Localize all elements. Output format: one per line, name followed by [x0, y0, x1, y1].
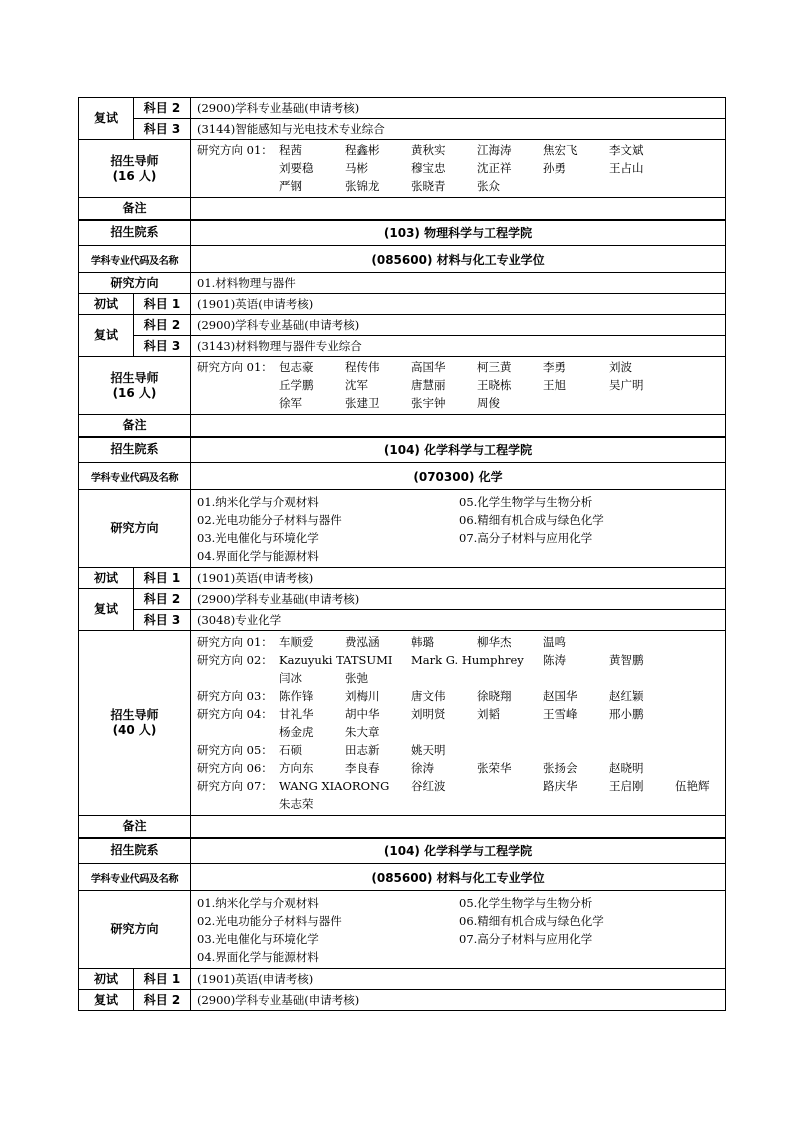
supervisor-name: 谷红波: [411, 778, 446, 793]
supervisor-name: 李勇: [543, 360, 566, 374]
direction-item: 02.光电功能分子材料与器件: [197, 913, 342, 928]
supervisor-name: 温鸣: [543, 634, 566, 649]
major-label: 学科专业代码及名称: [79, 463, 191, 490]
supervisor-name: 刘梅川: [345, 688, 380, 703]
supervisor-name: 王晓栋: [477, 378, 512, 392]
direction-item: 04.界面化学与能源材料: [197, 949, 319, 964]
supervisor-name: 黄智鹏: [609, 652, 644, 667]
supervisor-name: 甘礼华: [279, 706, 314, 721]
supervisor-name: 包志豪: [279, 360, 314, 374]
direction-item: 05.化学生物学与生物分析: [459, 895, 593, 910]
direction-line: [197, 930, 725, 948]
s2-initial-row: [79, 294, 726, 315]
retest-label: 复试: [79, 990, 134, 1011]
department-value: (104) 化学科学与工程学院: [191, 437, 726, 463]
supervisor-name: 陈涛: [543, 652, 566, 667]
direction-item: 01.纳米化学与介观材料: [197, 494, 319, 509]
supervisor-name: 张宇钟: [411, 396, 446, 410]
retest-label: 复试: [79, 315, 134, 357]
notes-label: 备注: [79, 816, 191, 838]
s1-retest-subject2-row: [79, 98, 726, 119]
supervisor-name: 张扬会: [543, 760, 578, 775]
subject3-label: 科目 3: [134, 119, 191, 140]
s1-notes-row: [79, 198, 726, 220]
subject2-label: 科目 2: [134, 98, 191, 119]
supervisor-name: 吴广明: [609, 378, 644, 392]
supervisor-line: [197, 633, 725, 651]
direction-prefix: 研究方向 01：: [197, 634, 273, 649]
supervisor-name: 张众: [477, 179, 500, 193]
supervisor-name: Kazuyuki TATSUMI: [279, 652, 393, 667]
supervisors-label: [79, 357, 191, 415]
subject2-value: (2900)学科专业基础(申请考核): [191, 98, 726, 119]
department-value: (103) 物理科学与工程学院: [191, 220, 726, 246]
retest-label: 复试: [79, 589, 134, 631]
notes-label: 备注: [79, 198, 191, 220]
supervisor-name: 朱志荣: [279, 796, 314, 811]
s3-notes-row: [79, 816, 726, 838]
direction-item: 05.化学生物学与生物分析: [459, 494, 593, 509]
s3-initial-row: [79, 568, 726, 589]
retest-label: 复试: [79, 98, 134, 140]
subject2-label: 科目 2: [134, 589, 191, 610]
s3-retest-subject3-row: [79, 610, 726, 631]
supervisors-count: (16 人): [112, 385, 157, 400]
subject2-value: (2900)学科专业基础(申请考核): [191, 589, 726, 610]
direction-item: 02.光电功能分子材料与器件: [197, 512, 342, 527]
direction-line: [197, 948, 725, 966]
s2-retest-subject3-row: [79, 336, 726, 357]
direction-item: 04.界面化学与能源材料: [197, 548, 319, 563]
supervisor-name: 李文斌: [609, 143, 644, 157]
supervisor-name: 邢小鹏: [609, 706, 644, 721]
initial-label: 初试: [79, 294, 134, 315]
subject3-value: (3144)智能感知与光电技术专业综合: [191, 119, 726, 140]
supervisor-name: 刘韬: [477, 706, 500, 721]
supervisor-name: 柳华杰: [477, 634, 512, 649]
s4-retest-subject2-row: [79, 990, 726, 1011]
supervisor-line: [197, 358, 725, 376]
supervisor-name: 程鑫彬: [345, 143, 380, 157]
supervisor-name: 刘波: [609, 360, 632, 374]
supervisors-label: [79, 631, 191, 816]
notes-value: [191, 816, 726, 838]
supervisors-list: [191, 357, 726, 415]
supervisor-line: [197, 777, 725, 795]
supervisor-name: 王占山: [609, 161, 644, 175]
direction-item: 06.精细有机合成与绿色化学: [459, 512, 604, 527]
supervisors-count: (16 人): [112, 168, 157, 183]
supervisor-name: Mark G. Humphrey: [411, 652, 524, 667]
supervisor-line: [197, 795, 725, 813]
supervisors-list: [191, 140, 726, 198]
supervisor-line: [197, 723, 725, 741]
supervisor-line: [197, 651, 725, 669]
major-value: (085600) 材料与化工专业学位: [191, 246, 726, 273]
supervisor-name: 沈正祥: [477, 161, 512, 175]
supervisor-name: 路庆华: [543, 778, 578, 793]
supervisor-name: 穆宝忠: [411, 161, 446, 175]
direction-line: [197, 529, 725, 547]
direction-prefix: 研究方向 03：: [197, 688, 273, 703]
direction-prefix: [197, 669, 279, 687]
supervisor-name: 杨金虎: [279, 724, 314, 739]
supervisor-name: 徐军: [279, 396, 302, 410]
supervisor-name: 柯三黄: [477, 360, 512, 374]
admissions-table-page: [78, 97, 725, 1011]
supervisor-name: 李良春: [345, 760, 380, 775]
supervisor-name: 周俊: [477, 396, 500, 410]
s2-major-row: [79, 246, 726, 273]
supervisor-name: 焦宏飞: [543, 143, 578, 157]
supervisor-name: 程茜: [279, 143, 302, 157]
direction-prefix: 研究方向 01：: [197, 360, 273, 374]
supervisor-name: 徐涛: [411, 760, 434, 775]
s2-dept-row: [79, 220, 726, 246]
s4-direction-row: [79, 891, 726, 969]
supervisor-line: [197, 669, 725, 687]
supervisors-count: (40 人): [112, 723, 157, 737]
subject2-label: 科目 2: [134, 315, 191, 336]
direction-prefix: 研究方向 05：: [197, 742, 273, 757]
supervisor-line: [197, 159, 725, 177]
direction-prefix: 研究方向 01：: [197, 143, 273, 157]
direction-line: [197, 493, 725, 511]
supervisor-name: 闫冰: [279, 670, 302, 685]
department-label: 招生院系: [79, 220, 191, 246]
supervisor-name: 张晓青: [411, 179, 446, 193]
s3-retest-subject2-row: [79, 589, 726, 610]
supervisor-name: 刘要稳: [279, 161, 314, 175]
subject2-value: (2900)学科专业基础(申请考核): [191, 315, 726, 336]
notes-value: [191, 415, 726, 437]
supervisor-name: 江海涛: [477, 143, 512, 157]
department-label: 招生院系: [79, 838, 191, 864]
direction-item: 01.纳米化学与介观材料: [197, 895, 319, 910]
supervisor-name: 赵红颖: [609, 688, 644, 703]
subject2-label: 科目 2: [134, 990, 191, 1011]
subject1-value: (1901)英语(申请考核): [191, 568, 726, 589]
s4-initial-row: [79, 969, 726, 990]
supervisor-name: 沈军: [345, 378, 368, 392]
supervisor-line: [197, 394, 725, 412]
s4-major-row: [79, 864, 726, 891]
supervisor-name: 费泓涵: [345, 634, 380, 649]
direction-line: [197, 894, 725, 912]
supervisor-name: 胡中华: [345, 706, 380, 721]
supervisor-name: 马彬: [345, 161, 368, 175]
s3-major-row: [79, 463, 726, 490]
supervisor-line: [197, 177, 725, 195]
supervisor-line: [197, 741, 725, 759]
department-label: 招生院系: [79, 437, 191, 463]
supervisor-name: 黄秋实: [411, 143, 446, 157]
subject1-label: 科目 1: [134, 568, 191, 589]
supervisor-line: [197, 376, 725, 394]
direction-line: [197, 511, 725, 529]
supervisor-line: [197, 141, 725, 159]
supervisor-name: 陈作锋: [279, 688, 314, 703]
supervisor-name: 刘明贤: [411, 706, 446, 721]
direction-prefix: 研究方向 04：: [197, 706, 273, 721]
supervisor-name: 丘学鹏: [279, 378, 314, 392]
supervisors-label: [79, 140, 191, 198]
supervisor-name: 唐慧丽: [411, 378, 446, 392]
direction-item: 07.高分子材料与应用化学: [459, 931, 593, 946]
direction-prefix: 研究方向 06：: [197, 760, 273, 775]
subject2-value: (2900)学科专业基础(申请考核): [191, 990, 726, 1011]
supervisor-name: 张锦龙: [345, 179, 380, 193]
direction-line: [197, 547, 725, 565]
supervisor-line: [197, 705, 725, 723]
supervisor-name: 张荣华: [477, 760, 512, 775]
supervisor-name: 方向东: [279, 760, 314, 775]
s4-dept-row: [79, 838, 726, 864]
supervisor-name: 高国华: [411, 360, 446, 374]
major-value: (070300) 化学: [191, 463, 726, 490]
supervisor-name: 伍艳辉: [675, 778, 710, 793]
major-value: (085600) 材料与化工专业学位: [191, 864, 726, 891]
supervisor-name: 车顺爱: [279, 634, 314, 649]
direction-item: 07.高分子材料与应用化学: [459, 530, 593, 545]
subject1-value: (1901)英语(申请考核): [191, 294, 726, 315]
direction-prefix: [197, 723, 279, 741]
supervisor-name: 张建卫: [345, 396, 380, 410]
direction-item: 03.光电催化与环境化学: [197, 931, 319, 946]
s3-supervisors-row: [79, 631, 726, 816]
direction-label: 研究方向: [79, 891, 191, 969]
major-label: 学科专业代码及名称: [79, 246, 191, 273]
supervisor-name: 唐文伟: [411, 688, 446, 703]
supervisors-title: 招生导师: [110, 708, 159, 722]
s2-retest-subject2-row: [79, 315, 726, 336]
admissions-table: [78, 97, 726, 1011]
direction-item: 06.精细有机合成与绿色化学: [459, 913, 604, 928]
supervisor-name: 田志新: [345, 742, 380, 757]
s1-retest-subject3-row: [79, 119, 726, 140]
supervisor-name: 朱大章: [345, 724, 380, 739]
supervisor-name: 严钢: [279, 179, 302, 193]
direction-item: 03.光电催化与环境化学: [197, 530, 319, 545]
direction-list: [191, 891, 726, 969]
direction-list: [191, 490, 726, 568]
supervisor-name: 王启刚: [609, 778, 644, 793]
department-value: (104) 化学科学与工程学院: [191, 838, 726, 864]
supervisor-name: 韩璐: [411, 634, 434, 649]
subject1-label: 科目 1: [134, 969, 191, 990]
supervisor-name: 张弛: [345, 670, 368, 685]
s1-supervisors-row: [79, 140, 726, 198]
notes-value: [191, 198, 726, 220]
direction-prefix: 研究方向 02：: [197, 652, 273, 667]
direction-line: [197, 912, 725, 930]
subject1-label: 科目 1: [134, 294, 191, 315]
subject3-value: (3048)专业化学: [191, 610, 726, 631]
direction-prefix: [197, 795, 279, 813]
subject3-value: (3143)材料物理与器件专业综合: [191, 336, 726, 357]
supervisor-line: [197, 687, 725, 705]
supervisor-name: 赵晓明: [609, 760, 644, 775]
s2-notes-row: [79, 415, 726, 437]
subject3-label: 科目 3: [134, 610, 191, 631]
supervisor-name: 赵国华: [543, 688, 578, 703]
direction-value: 01.材料物理与器件: [191, 273, 726, 294]
supervisor-name: 石硕: [279, 742, 302, 757]
direction-label: 研究方向: [79, 273, 191, 294]
supervisor-name: 姚天明: [411, 742, 446, 757]
supervisor-name: 王旭: [543, 378, 566, 392]
initial-label: 初试: [79, 568, 134, 589]
supervisor-name: WANG XIAORONG: [279, 778, 390, 793]
s3-direction-row: [79, 490, 726, 568]
major-label: 学科专业代码及名称: [79, 864, 191, 891]
direction-label: 研究方向: [79, 490, 191, 568]
supervisor-name: 徐晓翔: [477, 688, 512, 703]
initial-label: 初试: [79, 969, 134, 990]
s2-supervisors-row: [79, 357, 726, 415]
supervisors-list: [191, 631, 726, 816]
supervisor-line: [197, 759, 725, 777]
subject1-value: (1901)英语(申请考核): [191, 969, 726, 990]
supervisor-name: 王雪峰: [543, 706, 578, 721]
supervisors-title: 招生导师: [110, 153, 159, 168]
s2-direction-row: [79, 273, 726, 294]
subject3-label: 科目 3: [134, 336, 191, 357]
direction-prefix: 研究方向 07：: [197, 778, 273, 793]
supervisor-name: 程传伟: [345, 360, 380, 374]
s3-dept-row: [79, 437, 726, 463]
supervisors-title: 招生导师: [110, 370, 159, 385]
notes-label: 备注: [79, 415, 191, 437]
supervisor-name: 孙勇: [543, 161, 566, 175]
